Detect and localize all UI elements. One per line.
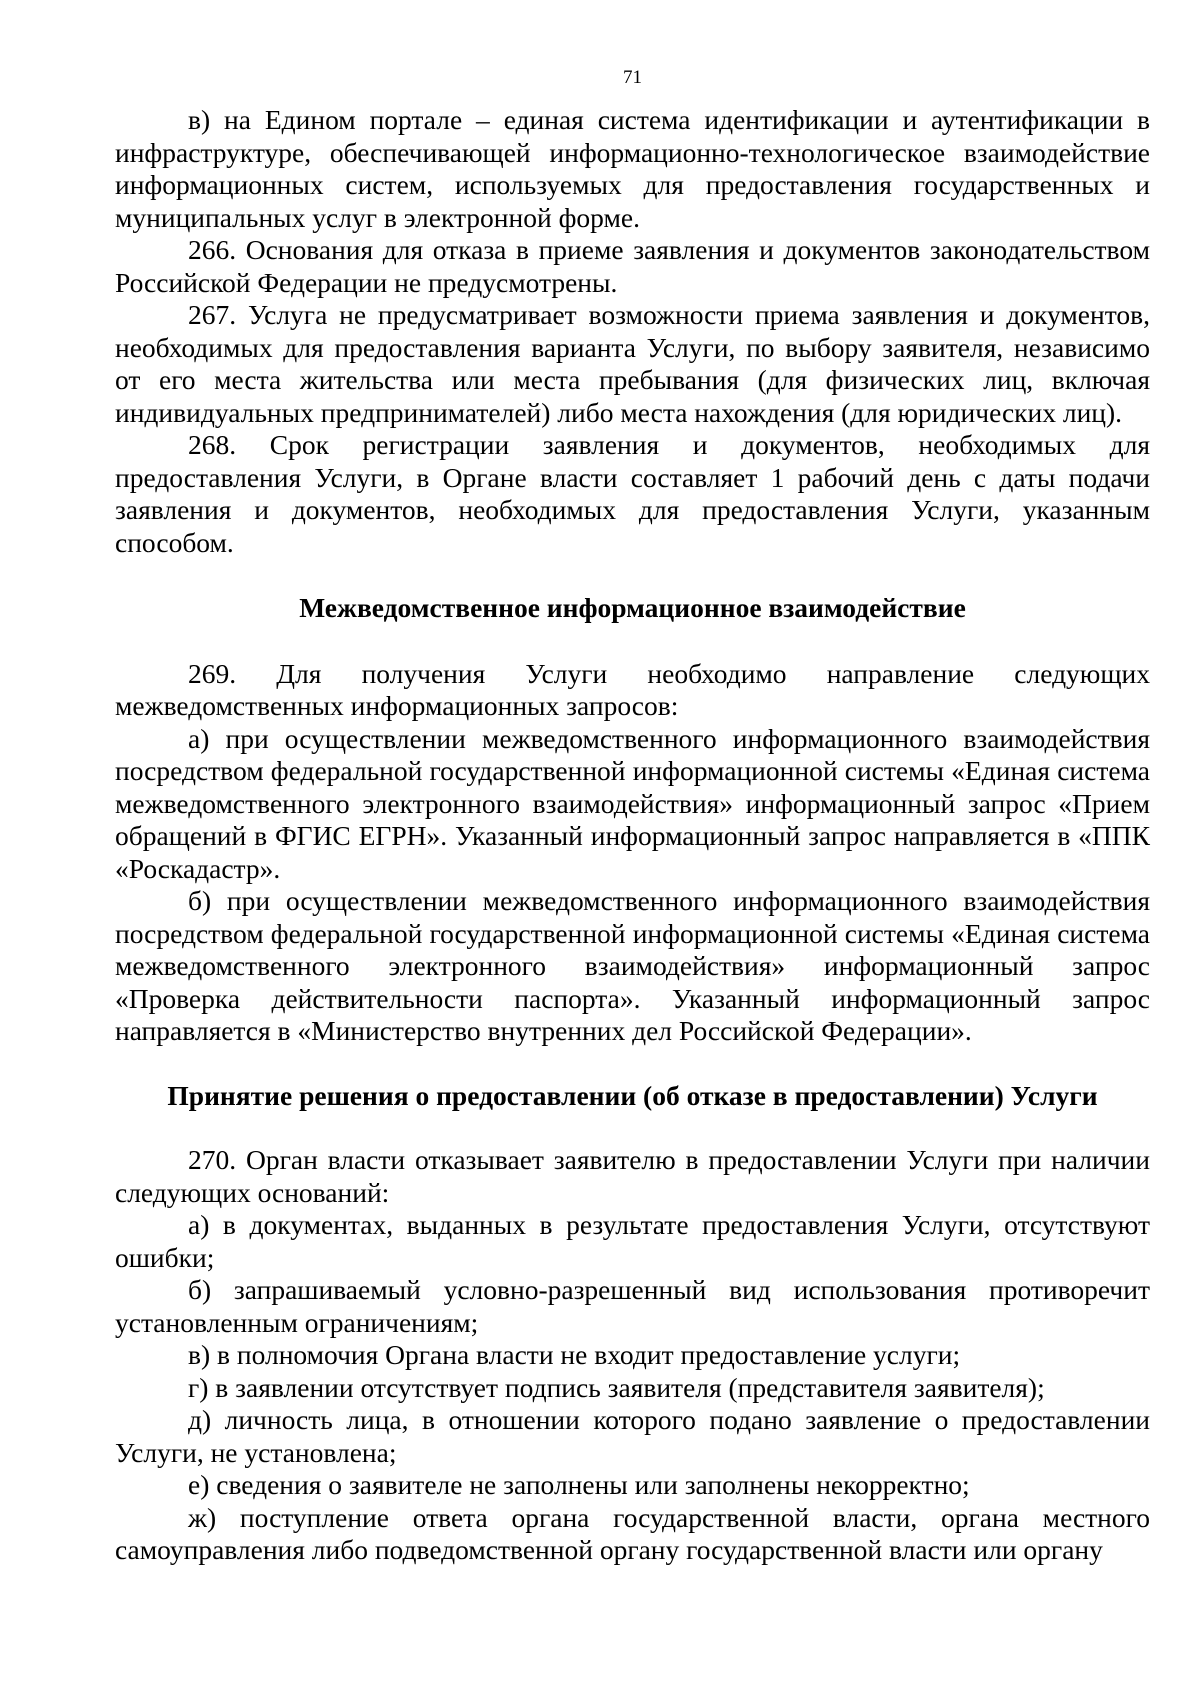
section-heading-interagency: Межведомственное информационное взаимодействие [299,592,966,623]
paragraph-270-e: е) сведения о заявителе не заполнены или заполнены некорректно; [188,1469,970,1500]
spacer [115,559,1150,592]
spacer [115,1048,1150,1080]
paragraph-270-v: в) в полномочия Органа власти не входит предоставление услуги; [188,1339,961,1370]
spacer [115,1112,1150,1144]
paragraph-267: 267. Услуга не предусматривает возможности приема заявления и документов, необходимых для предоставления варианта Услуги, по выбору заявителя, независимо от его места жительства или места пребывания (для физических лиц, включая индивидуальных предпринимателей) либо места нахождения (для юридических лиц). [115,299,1150,428]
spacer [115,625,1150,658]
paragraph-270: 270. Орган власти отказывает заявителю в предоставлении Услуги при наличии следующих оснований: [115,1144,1150,1208]
section-heading-decision: Принятие решения о предоставлении (об отказе в предоставлении) Услуги [167,1079,1098,1111]
paragraph-269-a: а) при осуществлении межведомственного информационного взаимодействия посредством федеральной государственной информационной системы «Единая система межведомственного электронного взаимодействия» информационный запрос «Прием обращений в ФГИС ЕГРН». Указанный информационный запрос направляется в «ППК «Роскадастр». [115,722,1150,884]
paragraph-270-a: а) в документах, выданных в результате предоставления Услуги, отсутствуют ошибки; [115,1209,1150,1273]
paragraph-v-portal: в) на Едином портале – единая система идентификации и аутентификации в инфраструктуре, обеспечивающей информационно-технологическое взаимодействие информационных систем, используемых для предоставления государственных и муниципальных услуг в электронной форме. [115,104,1150,233]
paragraph-266: 266. Основания для отказа в приеме заявления и документов законодательством Российской Федерации не предусмотрены. [115,234,1150,298]
paragraph-270-b: б) запрашиваемый условно-разрешенный вид использования противоречит установленным ограничениям; [115,1274,1150,1338]
paragraph-270-zh: ж) поступление ответа органа государственной власти, органа местного самоуправления либо подведомственной органу государственной власти или органу [115,1501,1150,1565]
paragraph-269-b: б) при осуществлении межведомственного информационного взаимодействия посредством федеральной государственной информационной системы «Единая система межведомственного электронного взаимодействия» информационный запрос «Проверка действительности паспорта». Указанный информационный запрос направляется в «Министерство внутренних дел Российской Федерации». [115,885,1150,1046]
paragraph-268: 268. Срок регистрации заявления и документов, необходимых для предоставления Услуги, в Органе власти составляет 1 рабочий день с даты подачи заявления и документов, необходимых для предоставления Услуги, указанным способом. [115,429,1150,558]
paragraph-270-g: г) в заявлении отсутствует подпись заявителя (представителя заявителя); [188,1371,1045,1403]
paragraph-269: 269. Для получения Услуги необходимо направление следующих межведомственных информационных запросов: [115,657,1150,721]
paragraph-270-d: д) личность лица, в отношении которого подано заявление о предоставлении Услуги, не установлена; [115,1404,1150,1468]
page-number: 71 [623,67,642,88]
